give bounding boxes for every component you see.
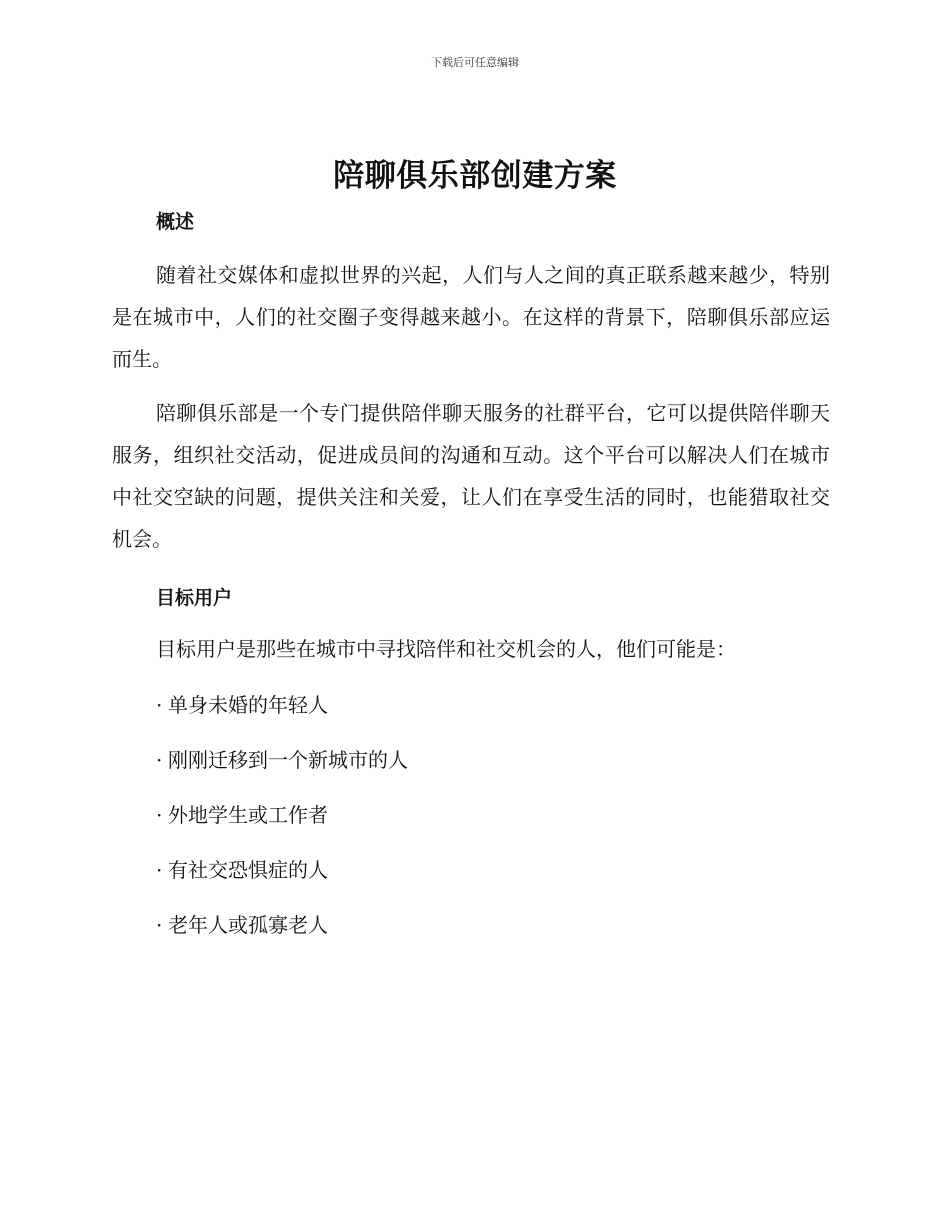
list-item-text: 单身未婚的年轻人	[168, 693, 328, 717]
list-item	[156, 855, 408, 910]
list-item	[156, 800, 408, 855]
section-heading-overview: 概述	[156, 211, 195, 233]
list-item	[156, 910, 408, 965]
list-item-text: 有社交恐惧症的人	[168, 858, 328, 882]
bullet-mark: ·	[156, 748, 163, 772]
section-heading-target-users: 目标用户	[156, 587, 233, 609]
bullet-mark: ·	[156, 803, 163, 827]
list-item-text: 外地学生或工作者	[168, 803, 328, 827]
list-item-text: 刚刚迁移到一个新城市的人	[168, 748, 408, 772]
target-users-list	[156, 690, 408, 965]
bullet-mark: ·	[156, 693, 163, 717]
bullet-mark: ·	[156, 858, 163, 882]
header-note: 下载后可任意编辑	[431, 56, 519, 69]
bullet-mark: ·	[156, 913, 163, 937]
list-item	[156, 745, 408, 800]
list-item	[156, 690, 408, 745]
overview-paragraph-2: 陪聊俱乐部是一个专门提供陪伴聊天服务的社群平台，它可以提供陪伴聊天服务，组织社交活动，促进成员间的沟通和互动。这个平台可以解决人们在城市中社交空缺的问题，提供关注和关爱，让人们在享受生活的同时，也能猎取社交机会。	[112, 401, 830, 551]
document-title: 陪聊俱乐部创建方案	[333, 158, 617, 194]
target-users-intro: 目标用户是那些在城市中寻找陪伴和社交机会的人，他们可能是：	[156, 637, 736, 661]
list-item-text: 老年人或孤寡老人	[168, 913, 328, 937]
overview-paragraph-1: 随着社交媒体和虚拟世界的兴起，人们与人之间的真正联系越来越少，特别是在城市中，人们的社交圈子变得越来越小。在这样的背景下，陪聊俱乐部应运而生。	[112, 263, 830, 371]
